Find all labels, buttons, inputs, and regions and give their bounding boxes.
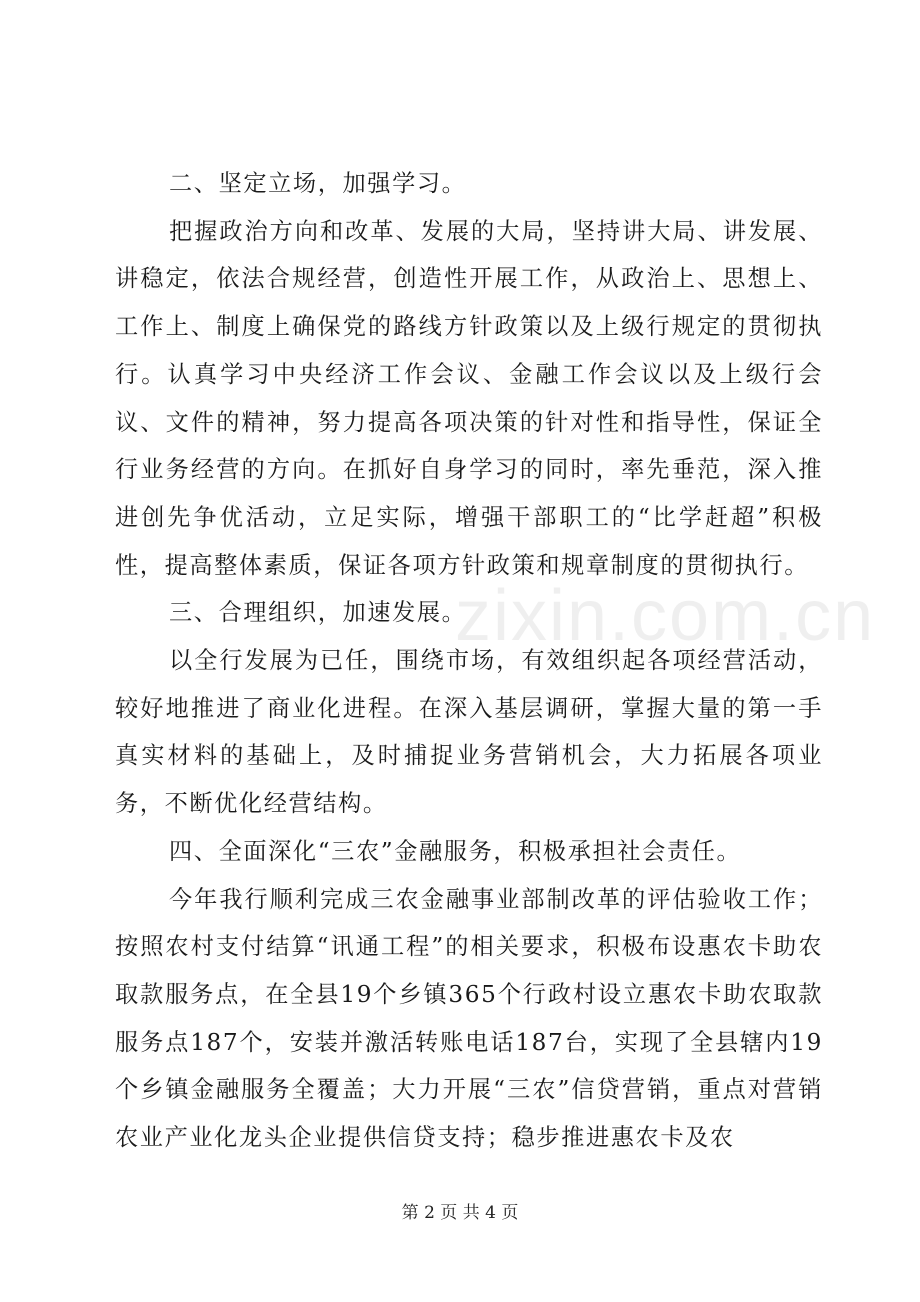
body-paragraph: 以全行发展为已任，围绕市场，有效组织起各项经营活动，较好地推进了商业化进程。在深入基层调研，掌握大量的第一手真实材料的基础上，及时捕捉业务营销机会，大力拓展各项业务，不断优化经营结构。 (115, 647, 823, 818)
section-heading-3: 三、合理组织，加速发展。 (169, 599, 467, 627)
section-heading-4: 四、全面深化“三农”金融服务，积极承担社会责任。 (169, 837, 742, 865)
document-body (115, 160, 823, 1162)
body-paragraph: 今年我行顺利完成三农金融事业部制改革的评估验收工作；按照农村支付结算“讯通工程”的相关要求，积极布设惠农卡助农取款服务点，在全县19个乡镇365个行政村设立惠农卡助农取款服务点187个，安装并激活转账电话187台，实现了全县辖内19个乡镇金融服务全覆盖；大力开展“三农”信贷营销，重点对营销农业产业化龙头企业提供信贷支持；稳步推进惠农卡及农 (115, 885, 823, 1152)
section-heading-2: 二、坚定立场，加强学习。 (169, 170, 467, 197)
body-paragraph: 把握政治方向和改革、发展的大局，坚持讲大局、讲发展、讲稳定，依法合规经营，创造性开展工作，从政治上、思想上、工作上、制度上确保党的路线方针政策以及上级行规定的贯彻执行。认真学习中央经济工作会议、金融工作会议以及上级行会议、文件的精神，努力提高各项决策的针对性和指导性，保证全行业务经营的方向。在抓好自身学习的同时，率先垂范，深入推进创先争优活动，立足实际，增强干部职工的“比学赶超”积极性，提高整体素质，保证各项方针政策和规章制度的贯彻执行。 (115, 217, 823, 579)
page-number-footer: 第 2 页 共 4 页 (401, 1203, 519, 1223)
watermark: zixin.com.cn (455, 576, 876, 656)
